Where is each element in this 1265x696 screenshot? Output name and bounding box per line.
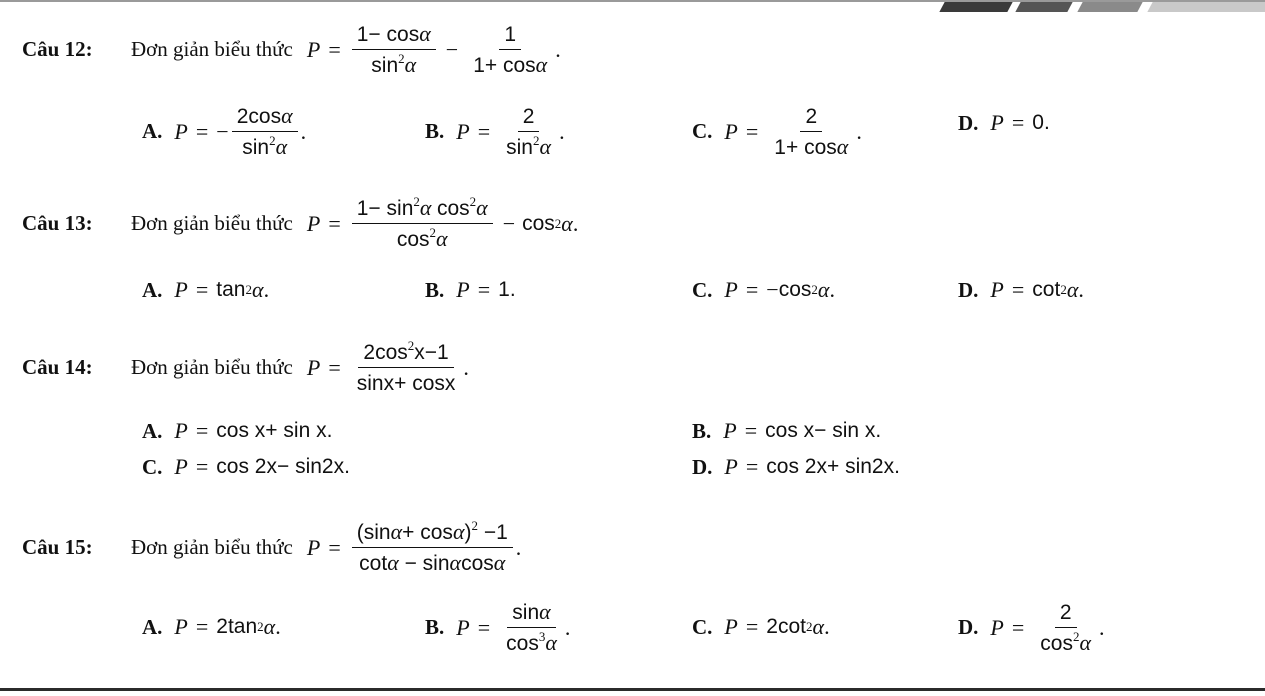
option-13c[interactable]: C. P = − cos 2 α . xyxy=(692,277,835,302)
option-label: B. xyxy=(692,418,712,443)
header-stripe-2 xyxy=(1015,2,1072,12)
option-label: C. xyxy=(692,119,713,144)
question-13 xyxy=(22,196,578,251)
option-label: B. xyxy=(425,277,445,302)
question-label: Câu 15: xyxy=(22,535,93,560)
option-label: B. xyxy=(425,615,445,640)
option-label: D. xyxy=(692,454,713,479)
option-13d[interactable]: D. P = cot 2 α . xyxy=(958,277,1084,302)
option-label: D. xyxy=(958,615,979,640)
top-rule xyxy=(0,0,1265,2)
option-label: C. xyxy=(692,277,713,302)
option-label: A. xyxy=(142,418,163,443)
option-12b[interactable]: B. P = $\frac{2}{\sin^2\alpha}$ . xyxy=(425,105,565,160)
option-12a[interactable]: A. P = − $\frac{2\cos\alpha}{\sin^2\alpha}$ . xyxy=(142,103,307,160)
option-15c[interactable]: C. P = 2cot 2 α . xyxy=(692,614,830,639)
option-15b[interactable]: B. P = $\frac{\sin\alpha}{\cos^3\alpha}$ . xyxy=(425,599,571,656)
question-prompt: Đơn giản biểu thức xyxy=(131,37,293,62)
option-label: D. xyxy=(958,110,979,135)
option-label: A. xyxy=(142,277,163,302)
question-expression: P = $\frac{1- \cos\alpha}{\sin^2\alpha}$ − $\frac{1}{1+ \cos\alpha}$ . xyxy=(306,21,561,78)
question-15 xyxy=(22,520,521,575)
option-label: C. xyxy=(692,614,713,639)
question-label: Câu 13: xyxy=(22,211,93,236)
question-expression: P = $\frac{(\sin\alpha+ \cos\alpha)^2 -1}{\cot\alpha - \sin\alpha\cos\alpha}$ . xyxy=(306,518,522,576)
header-stripe-1 xyxy=(939,2,1012,12)
question-12 xyxy=(22,22,561,77)
option-12d[interactable]: D. P = 0. xyxy=(958,110,1050,135)
option-14d[interactable]: D. P = cos 2x+ sin2x. xyxy=(692,454,900,479)
header-stripe-3 xyxy=(1077,2,1142,12)
option-15a[interactable]: A. P = 2tan 2 α . xyxy=(142,614,281,639)
option-label: B. xyxy=(425,119,445,144)
question-label: Câu 12: xyxy=(22,37,93,62)
bottom-rule xyxy=(0,688,1265,691)
question-expression: P = $\frac{1- \sin^2\alpha \cos^2\alpha}{\cos^2\alpha}$ − cos 2 α . xyxy=(306,194,579,252)
option-label: C. xyxy=(142,454,163,479)
option-13a[interactable]: A. P = tan 2 α . xyxy=(142,277,270,302)
question-14 xyxy=(22,340,469,395)
option-label: A. xyxy=(142,119,163,144)
question-expression: P = $\frac{2\cos^2x-1}{\sin x+ \cos x}$ . xyxy=(306,338,469,396)
question-prompt: Đơn giản biểu thức xyxy=(131,535,293,560)
option-12c[interactable]: C. P = $\frac{2}{1+ \cos\alpha}$ . xyxy=(692,105,862,160)
option-label: D. xyxy=(958,277,979,302)
option-label: A. xyxy=(142,614,163,639)
question-prompt: Đơn giản biểu thức xyxy=(131,355,293,380)
option-14a[interactable]: A. P = cos x+ sin x. xyxy=(142,418,333,443)
option-15d[interactable]: D. P = $\frac{2}{\cos^2\alpha}$ . xyxy=(958,601,1105,656)
option-14b[interactable]: B. P = cos x− sin x. xyxy=(692,418,882,443)
header-stripe-4 xyxy=(1147,2,1265,12)
question-label: Câu 14: xyxy=(22,355,93,380)
question-prompt: Đơn giản biểu thức xyxy=(131,211,293,236)
option-14c[interactable]: C. P = cos 2x− sin2x. xyxy=(142,454,350,479)
option-13b[interactable]: B. P = 1. xyxy=(425,277,516,302)
